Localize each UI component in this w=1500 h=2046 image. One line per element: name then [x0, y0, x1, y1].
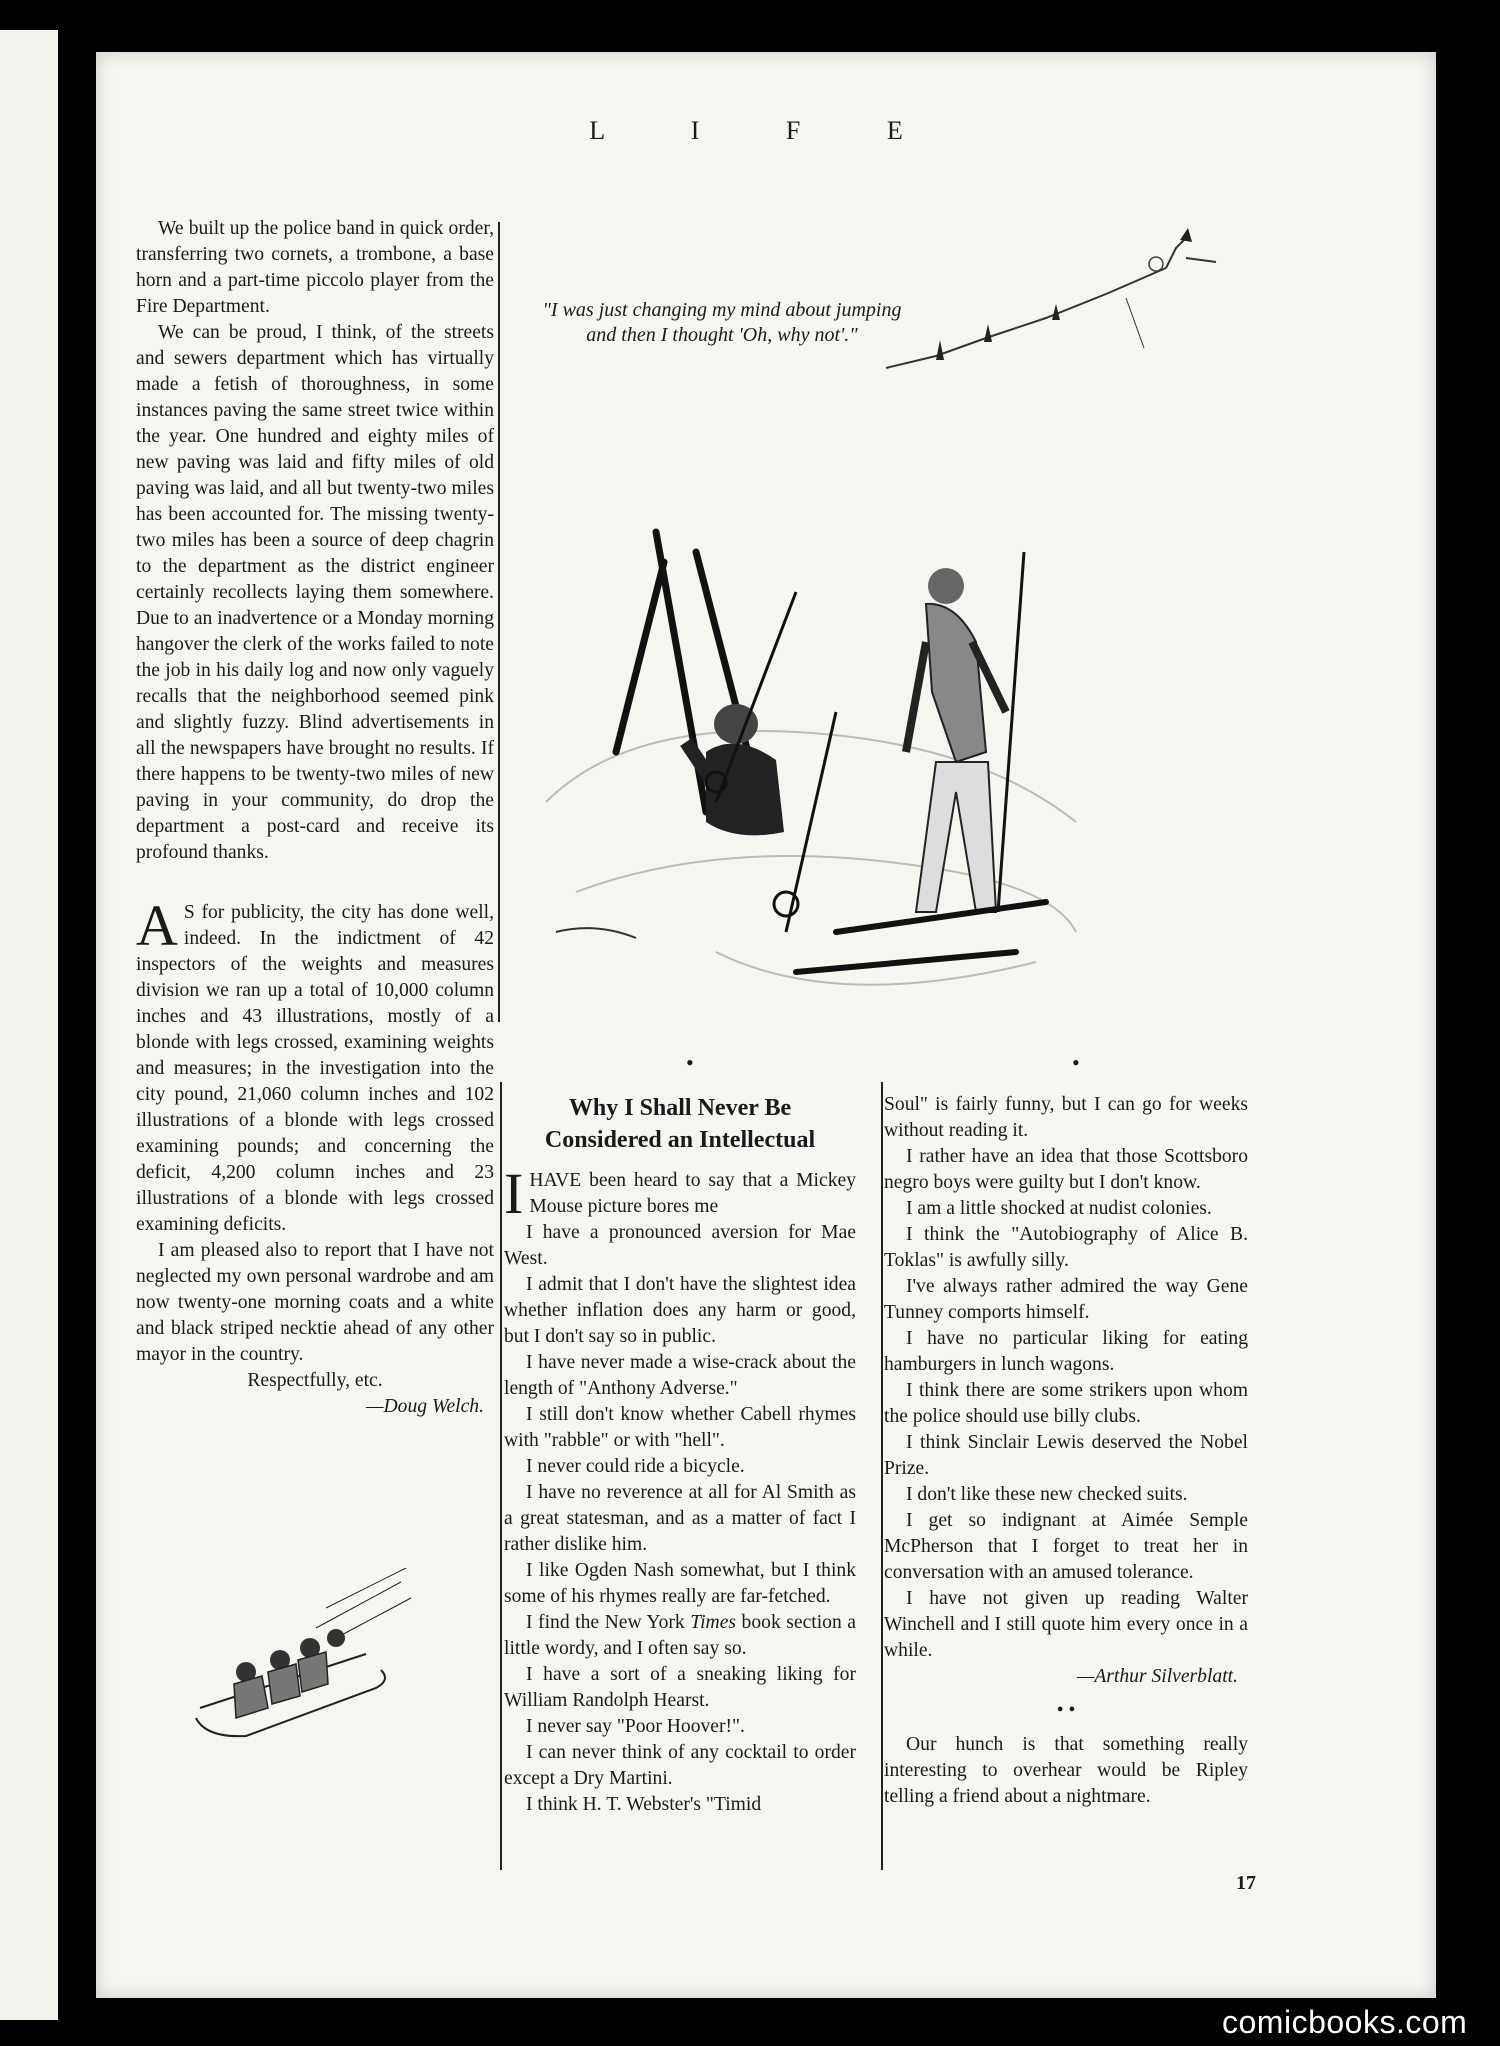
paragraph: I rather have an idea that those Scottsboro negro boys were guilty but I don't know. [884, 1146, 1248, 1193]
paragraph: I have a pronounced aversion for Mae West. [504, 1222, 856, 1269]
paragraph: Soul" is fairly funny, but I can go for weeks without reading it. [884, 1094, 1248, 1141]
author-signature: —Doug Welch. [366, 1396, 484, 1417]
author-signature: —Arthur Silverblatt. [1076, 1666, 1238, 1687]
paragraph: I get so indignant at Aimée Semple McPherson that I forget to treat her in conversation with an amused tolerance. [884, 1510, 1248, 1583]
column-rule [881, 1082, 883, 1870]
magazine-page [96, 52, 1436, 1998]
paragraph: I like Ogden Nash somewhat, but I think some of his rhymes really are far-fetched. [504, 1560, 856, 1607]
cartoon-caption: "I was just changing my mind about jumping and then I thought 'Oh, why not'." [542, 299, 902, 346]
filler-paragraph: Our hunch is that something really interesting to overhear would be Ripley telling a friend about a nightmare. [884, 1734, 1248, 1807]
paragraph: I think Sinclair Lewis deserved the Nobel Prize. [884, 1432, 1248, 1479]
dropcap: A [136, 893, 178, 958]
separator-dots: • • [1056, 1700, 1076, 1721]
column-rule [498, 222, 500, 1022]
paragraph: I don't like these new checked suits. [906, 1484, 1188, 1505]
column-middle [504, 1092, 856, 1818]
ski-cartoon [536, 492, 1096, 1022]
facing-page-edge [0, 30, 58, 2020]
toboggan-illustration [176, 1568, 416, 1748]
column-rule [500, 1082, 502, 1870]
paragraph: I have never made a wise-crack about the length of "Anthony Adverse." [504, 1352, 856, 1399]
paragraph: I am a little shocked at nudist colonies. [906, 1198, 1212, 1219]
paragraph: I have no reverence at all for Al Smith as a great statesman, and as a matter of fact I rather dislike him. [504, 1482, 856, 1555]
paragraph: We can be proud, I think, of the streets and sewers department which has virtually made a fetish of thoroughness, in some instances paving the same street twice within the year. One hundred and eighty miles of new paving was laid and fifty miles of old paving was laid, and all but twenty-two miles has been accounted for. The missing twenty-two miles has been a source of deep chagrin to the department as the district engineer certainly recollects laying them somewhere. Due to an inadvertence or a Monday morning hangover the clerk of the works failed to note the job in his daily log and now only vaguely recalls that the neighborhood seemed pink and slightly fuzzy. Blind advertisements in all the newspapers have brought no results. If there happens to be twenty-two miles of new paving in your community, do drop the department a post-card and receive its profound thanks. [136, 322, 494, 863]
running-head: L I F E [589, 116, 943, 145]
hillside-sketch [876, 228, 1256, 398]
column-right [884, 1092, 1248, 1810]
paragraph: I never say "Poor Hoover!". [526, 1716, 745, 1737]
paragraph: I admit that I don't have the slightest idea whether inflation does any harm or good, but I don't say so in public. [504, 1274, 856, 1347]
dropcap-paragraph: IHAVE been heard to say that a Mickey Mouse picture bores me [504, 1161, 856, 1226]
signoff: Respectfully, etc. [247, 1370, 383, 1391]
separator-dot: • [686, 1050, 694, 1075]
watermark: comicbooks.com [1222, 2004, 1468, 2040]
paragraph: I have a sort of a sneaking liking for William Randolph Hearst. [504, 1664, 856, 1711]
column-left [136, 216, 494, 1420]
separator-dot: • [1072, 1050, 1080, 1075]
paragraph: I think the "Autobiography of Alice B. Toklas" is awfully silly. [884, 1224, 1248, 1271]
article-title: Why I Shall Never Be Considered an Intellectual [544, 1095, 816, 1153]
page-number: 17 [1236, 1872, 1256, 1894]
paragraph: I have no particular liking for eating hamburgers in lunch wagons. [884, 1328, 1248, 1375]
paragraph: I am pleased also to report that I have not neglected my own personal wardrobe and am now twenty-one morning coats and a white and black striped necktie ahead of any other mayor in the country. [136, 1240, 494, 1365]
paragraph: I think there are some strikers upon whom the police should use billy clubs. [884, 1380, 1248, 1427]
paragraph: I think H. T. Webster's "Timid [526, 1794, 762, 1815]
paragraph: We built up the police band in quick order, transferring two cornets, a trombone, a base horn and a part-time piccolo player from the Fire Department. [136, 218, 494, 317]
dropcap-paragraph: A S for publicity, the city has done well, indeed. In the indictment of 42 inspectors of the weights and measures division we ran up a total of 10,000 column inches and 43 illustrations, mostly of a blonde with legs crossed, examining weights and measures; in the investigation into the city pound, 21,060 column inches and 102 illustrations of a blonde with legs crossed examining pounds; and concerning the deficit, 4,200 column inches and 23 illustrations of a blonde with legs crossed examining deficits. [136, 893, 494, 1235]
paragraph: I still don't know whether Cabell rhymes with "rabble" or with "hell". [504, 1404, 856, 1451]
paragraph: I find the New York Times book section a little wordy, and I often say so. [504, 1612, 856, 1659]
dropcap: I [504, 1161, 524, 1226]
paragraph: I can never think of any cocktail to order except a Dry Martini. [504, 1742, 856, 1789]
paragraph: I've always rather admired the way Gene Tunney comports himself. [884, 1276, 1248, 1323]
paragraph: I have not given up reading Walter Winchell and I still quote him every once in a while. [884, 1588, 1248, 1661]
paragraph: I never could ride a bicycle. [526, 1456, 745, 1477]
